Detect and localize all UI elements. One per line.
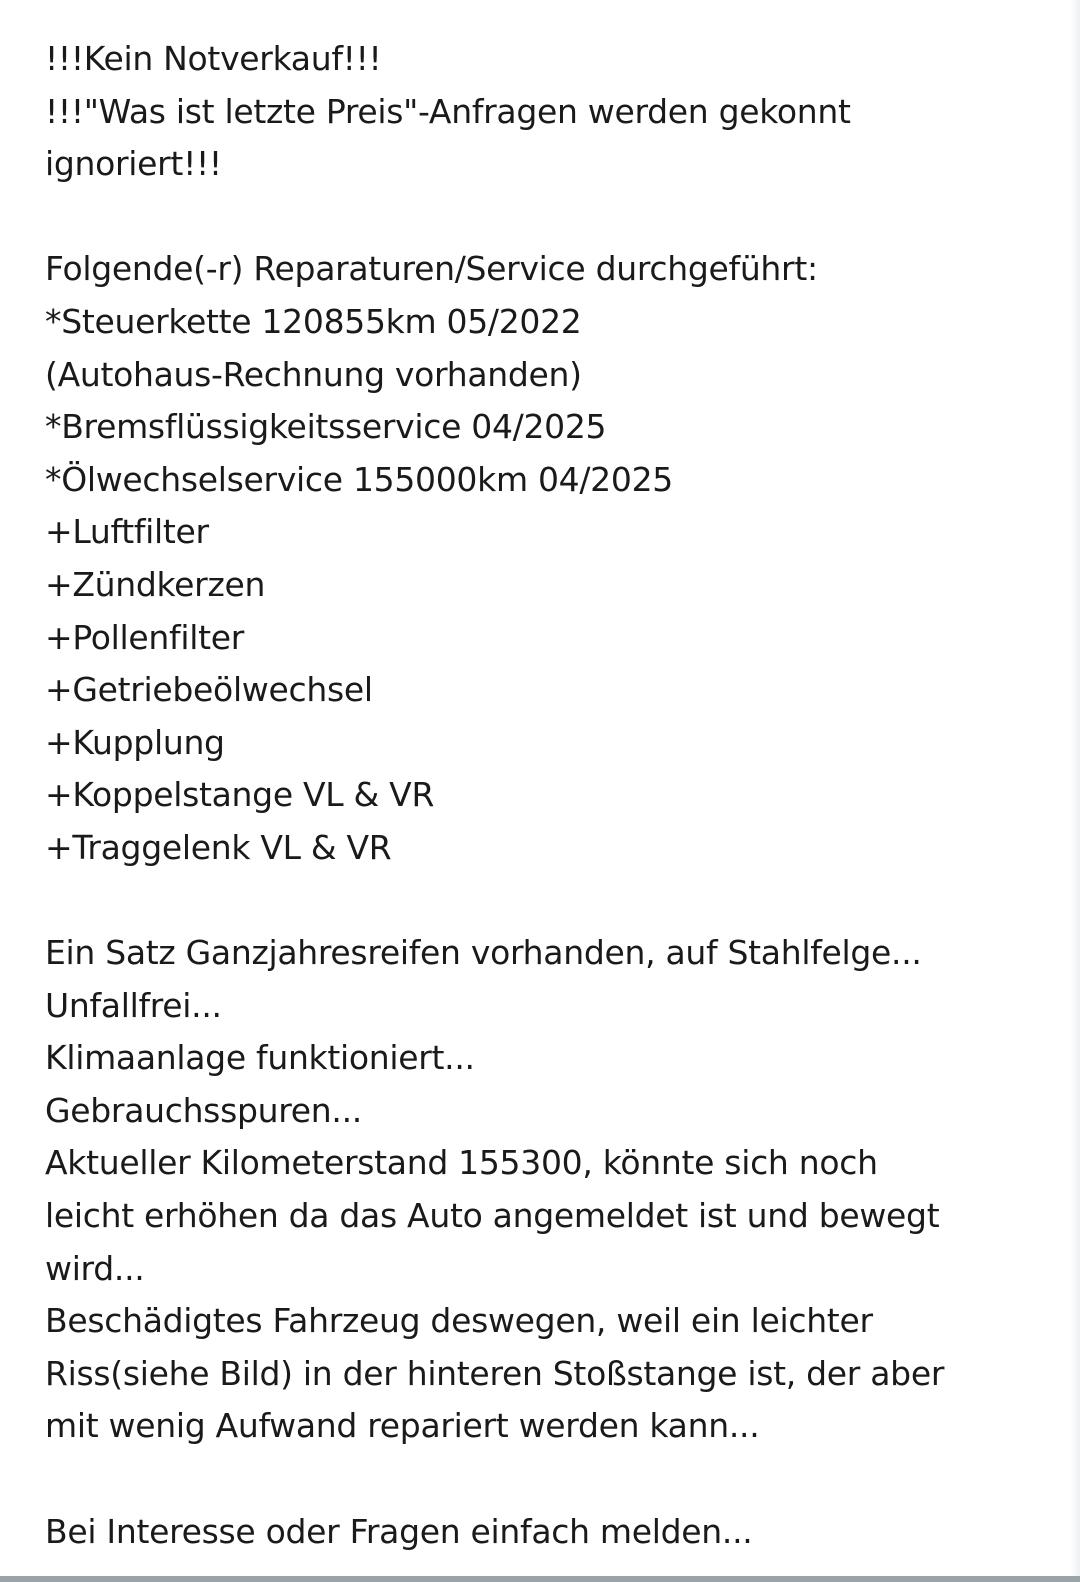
header-line-2: !!!"Was ist letzte Preis"-Anfragen werden gekonnt (45, 91, 851, 131)
header-line-3: ignoriert!!! (45, 144, 222, 184)
detail-line: leicht erhöhen da das Auto angemeldet ist und bewegt (45, 1196, 940, 1236)
detail-line: Ein Satz Ganzjahresreifen vorhanden, auf Stahlfelge... (45, 933, 922, 973)
detail-line: Beschädigtes Fahrzeug deswegen, weil ein leichter (45, 1301, 873, 1341)
header-line-1: !!!Kein Notverkauf!!! (45, 39, 382, 78)
detail-line: Riss(siehe Bild) in der hinteren Stoßstange ist, der aber (45, 1353, 945, 1393)
detail-line: Klimaanlage funktioniert... (45, 1038, 475, 1078)
repair-item: *Steuerkette 120855km 05/2022 (45, 301, 582, 341)
repair-item: *Bremsflüssigkeitsservice 04/2025 (45, 407, 607, 447)
repair-item: *Ölwechselservice 155000km 04/2025 (45, 459, 673, 499)
listing-description (45, 33, 1045, 1558)
repairs-heading: Folgende(-r) Reparaturen/Service durchgeführt: (45, 249, 818, 289)
repair-item: (Autohaus-Rechnung vorhanden) (45, 354, 582, 394)
repair-item: +Getriebeölwechsel (45, 670, 373, 710)
spacer (45, 875, 1045, 928)
bottom-divider (0, 1576, 1080, 1582)
repair-item: +Koppelstange VL & VR (45, 775, 435, 815)
repair-item: +Kupplung (45, 722, 225, 762)
repair-item: +Pollenfilter (45, 617, 244, 657)
spacer (45, 1453, 1045, 1506)
repair-item: +Luftfilter (45, 512, 209, 552)
detail-line: Gebrauchsspuren... (45, 1090, 362, 1130)
repair-item: +Traggelenk VL & VR (45, 827, 392, 867)
detail-line: Aktueller Kilometerstand 155300, könnte sich noch (45, 1143, 878, 1183)
edge-shadow (1070, 0, 1080, 1582)
footer-line: Bei Interesse oder Fragen einfach melden... (45, 1511, 753, 1551)
spacer (45, 191, 1045, 244)
detail-line: mit wenig Aufwand repariert werden kann... (45, 1406, 760, 1446)
repair-item: +Zündkerzen (45, 564, 266, 604)
detail-line: Unfallfrei... (45, 985, 222, 1025)
detail-line: wird... (45, 1248, 145, 1288)
